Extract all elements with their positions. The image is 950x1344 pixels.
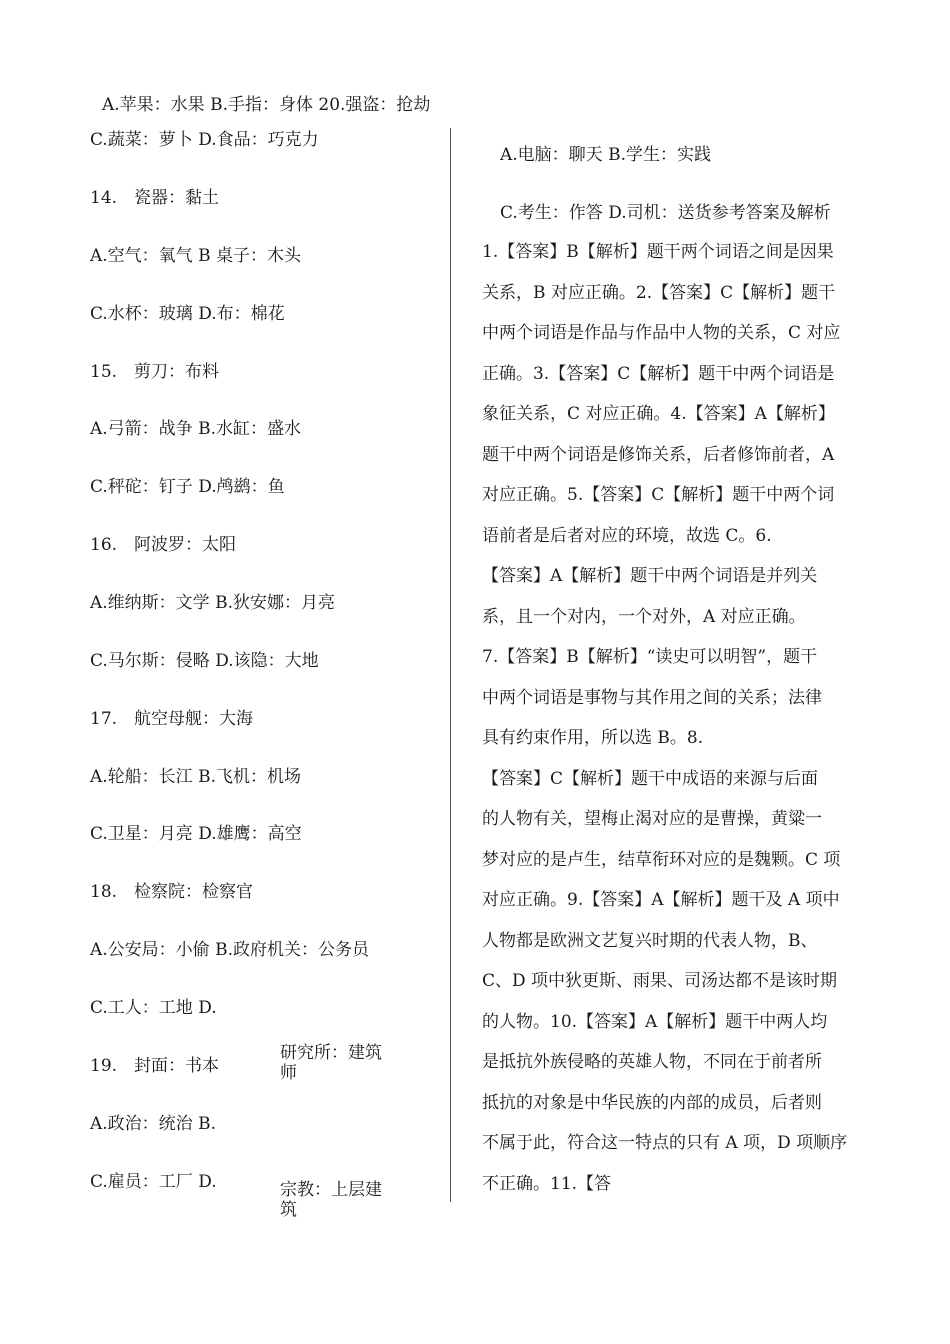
left-line: 16. 阿波罗：太阳 <box>90 535 237 555</box>
answer-line: 不属于此，符合这一特点的只有 A 项，D 项顺序 <box>482 1133 848 1153</box>
left-line: A.轮船：长江 B.飞机：机场 <box>90 767 301 787</box>
left-line: C.水杯：玻璃 D.布：棉花 <box>90 304 285 324</box>
answer-line: 对应正确。5.【答案】C【解析】题干中两个词 <box>482 485 835 505</box>
answer-line: 人物都是欧洲文艺复兴时期的代表人物，B、 <box>482 930 818 951</box>
floating-option-text: 研究所：建筑师 <box>280 1043 382 1083</box>
left-line: C.马尔斯：侵略 D.该隐：大地 <box>90 651 319 671</box>
left-line: 17. 航空母舰：大海 <box>90 709 254 729</box>
column-divider <box>450 128 451 1202</box>
left-line: 14. 瓷器：黏土 <box>90 188 220 208</box>
left-line: A.政治：统治 B. <box>90 1114 216 1134</box>
left-line: 15. 剪刀：布料 <box>90 362 220 382</box>
left-line: C.卫星：月亮 D.雄鹰：高空 <box>90 824 302 844</box>
answer-line: 1.【答案】B【解析】题干两个词语之间是因果 <box>482 242 834 262</box>
answer-line: C、D 项中狄更斯、雨果、司汤达都不是该时期 <box>482 971 838 991</box>
answer-line: 正确。3.【答案】C【解析】题干中两个词语是 <box>482 363 835 384</box>
answer-line: 抵抗的对象是中华民族的内部的成员，后者则 <box>482 1092 822 1113</box>
answer-line: 关系，B 对应正确。2.【答案】C【解析】题干 <box>482 282 836 303</box>
left-line: C.蔬菜：萝卜 D.食品：巧克力 <box>90 130 319 150</box>
answer-line: 题干中两个词语是修饰关系，后者修饰前者，A <box>482 444 835 465</box>
answer-line: 中两个词语是作品与作品中人物的关系，C 对应 <box>482 323 841 343</box>
left-line: A.空气：氧气 B 桌子：木头 <box>90 246 301 266</box>
left-line: C.工人：工地 D. <box>90 998 217 1018</box>
floating-option-text: 宗教：上层建筑 <box>280 1180 382 1220</box>
answer-line: 的人物。10.【答案】A【解析】题干中两人均 <box>482 1011 828 1032</box>
answer-line: 系，且一个对内，一个对外，A 对应正确。 <box>482 606 806 627</box>
left-line: C.雇员：工厂 D. <box>90 1172 217 1192</box>
left-line: C.秤砣：钉子 D.鸬鹚：鱼 <box>90 477 285 497</box>
answer-line: 不正确。11.【答 <box>482 1173 612 1194</box>
left-line: 18. 检察院：检察官 <box>90 882 254 902</box>
answer-line: 7.【答案】B【解析】“读史可以明智”，题干 <box>482 647 818 667</box>
answer-line: 【答案】C【解析】题干中成语的来源与后面 <box>482 768 819 789</box>
left-line: A.弓箭：战争 B.水缸：盛水 <box>90 419 301 439</box>
left-line: A.维纳斯：文学 B.狄安娜：月亮 <box>90 593 335 613</box>
answer-line: 的人物有关，望梅止渴对应的是曹操，黄粱一 <box>482 809 822 829</box>
answer-line: 中两个词语是事物与其作用之间的关系；法律 <box>482 687 822 708</box>
answer-line: 【答案】A【解析】题干中两个词语是并列关 <box>482 566 818 586</box>
answer-line: 象征关系，C 对应正确。4.【答案】A【解析】 <box>482 404 835 424</box>
left-line: 19. 封面：书本 <box>90 1056 220 1076</box>
left-line: A.公安局：小偷 B.政府机关：公务员 <box>90 940 369 960</box>
answer-line: 语前者是后者对应的环境，故选 C。6. <box>482 525 772 546</box>
answer-line: 梦对应的是卢生，结草衔环对应的是魏颗。C 项 <box>482 849 841 870</box>
right-options-cd-heading: C.考生：作答 D.司机：送货参考答案及解析 <box>500 203 831 223</box>
answers-explanations <box>482 242 874 1214</box>
answer-line: 是抵抗外族侵略的英雄人物，不同在于前者所 <box>482 1052 822 1072</box>
right-options-ab: A.电脑：聊天 B.学生：实践 <box>500 145 711 165</box>
answer-line: 对应正确。9.【答案】A【解析】题干及 A 项中 <box>482 890 840 910</box>
answer-line: 具有约束作用，所以选 B。8. <box>482 728 704 748</box>
question-13-options-ab: A.苹果：水果 B.手指：身体 20.强盗：抢劫 <box>102 95 431 115</box>
